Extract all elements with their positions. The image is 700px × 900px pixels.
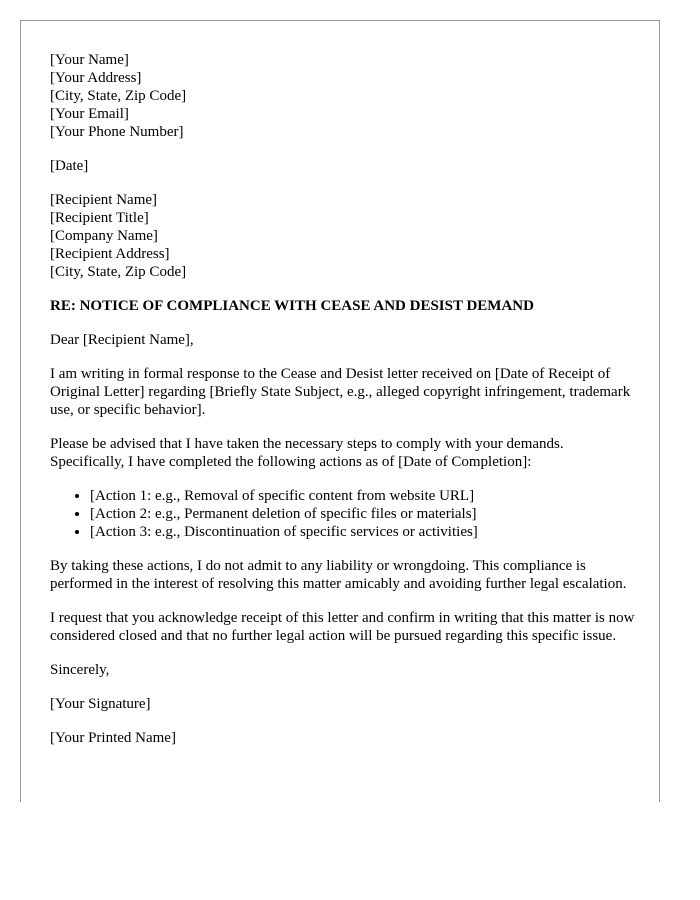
- salutation: Dear [Recipient Name],: [50, 332, 194, 348]
- list-item: • [Action 2: e.g., Permanent deletion of specific files or materials]: [90, 505, 635, 523]
- letter-body: [50, 51, 635, 763]
- list-item: • [Action 1: e.g., Removal of specific content from website URL]: [90, 487, 635, 505]
- list-item: • [Action 3: e.g., Discontinuation of specific services or activities]: [90, 523, 635, 541]
- sender-address: [Your Address]: [50, 70, 142, 86]
- sender-city-state-zip: [City, State, Zip Code]: [50, 88, 187, 104]
- actions-list: [50, 487, 635, 541]
- recipient-title: [Recipient Title]: [50, 210, 149, 226]
- recipient-company: [Company Name]: [50, 228, 158, 244]
- letter-date: [Date]: [50, 158, 89, 174]
- paragraph-liability: By taking these actions, I do not admit to any liability or wrongdoing. This compliance is performed in the interest of resolving this matter amicably and avoiding further legal escalation.: [50, 558, 627, 592]
- recipient-name: [Recipient Name]: [50, 192, 158, 208]
- sender-name: [Your Name]: [50, 52, 129, 68]
- sender-email: [Your Email]: [50, 106, 129, 122]
- recipient-address: [Recipient Address]: [50, 246, 170, 262]
- letter-page: [20, 20, 660, 802]
- sender-block: [50, 51, 635, 141]
- recipient-city-state-zip: [City, State, Zip Code]: [50, 264, 187, 280]
- paragraph-intro: I am writing in formal response to the Cease and Desist letter received on [Date of Receipt of Original Letter] regarding [Briefly State Subject, e.g., alleged copyright infringement, trademark use, or specific behavior].: [50, 366, 631, 418]
- recipient-block: [50, 191, 635, 281]
- paragraph-request: I request that you acknowledge receipt of this letter and confirm in writing that this matter is now considered closed and that no further legal action will be pursued regarding this specific issue.: [50, 610, 635, 644]
- sender-phone: [Your Phone Number]: [50, 124, 184, 140]
- signature-placeholder: [Your Signature]: [50, 696, 151, 712]
- printed-name: [Your Printed Name]: [50, 730, 176, 746]
- subject-line: RE: NOTICE OF COMPLIANCE WITH CEASE AND DESIST DEMAND: [50, 298, 534, 314]
- valediction: Sincerely,: [50, 662, 110, 678]
- paragraph-actions-intro: Please be advised that I have taken the necessary steps to comply with your demands. Specifically, I have completed the following actions as of [Date of Completion]:: [50, 436, 564, 470]
- date-block: [50, 157, 635, 175]
